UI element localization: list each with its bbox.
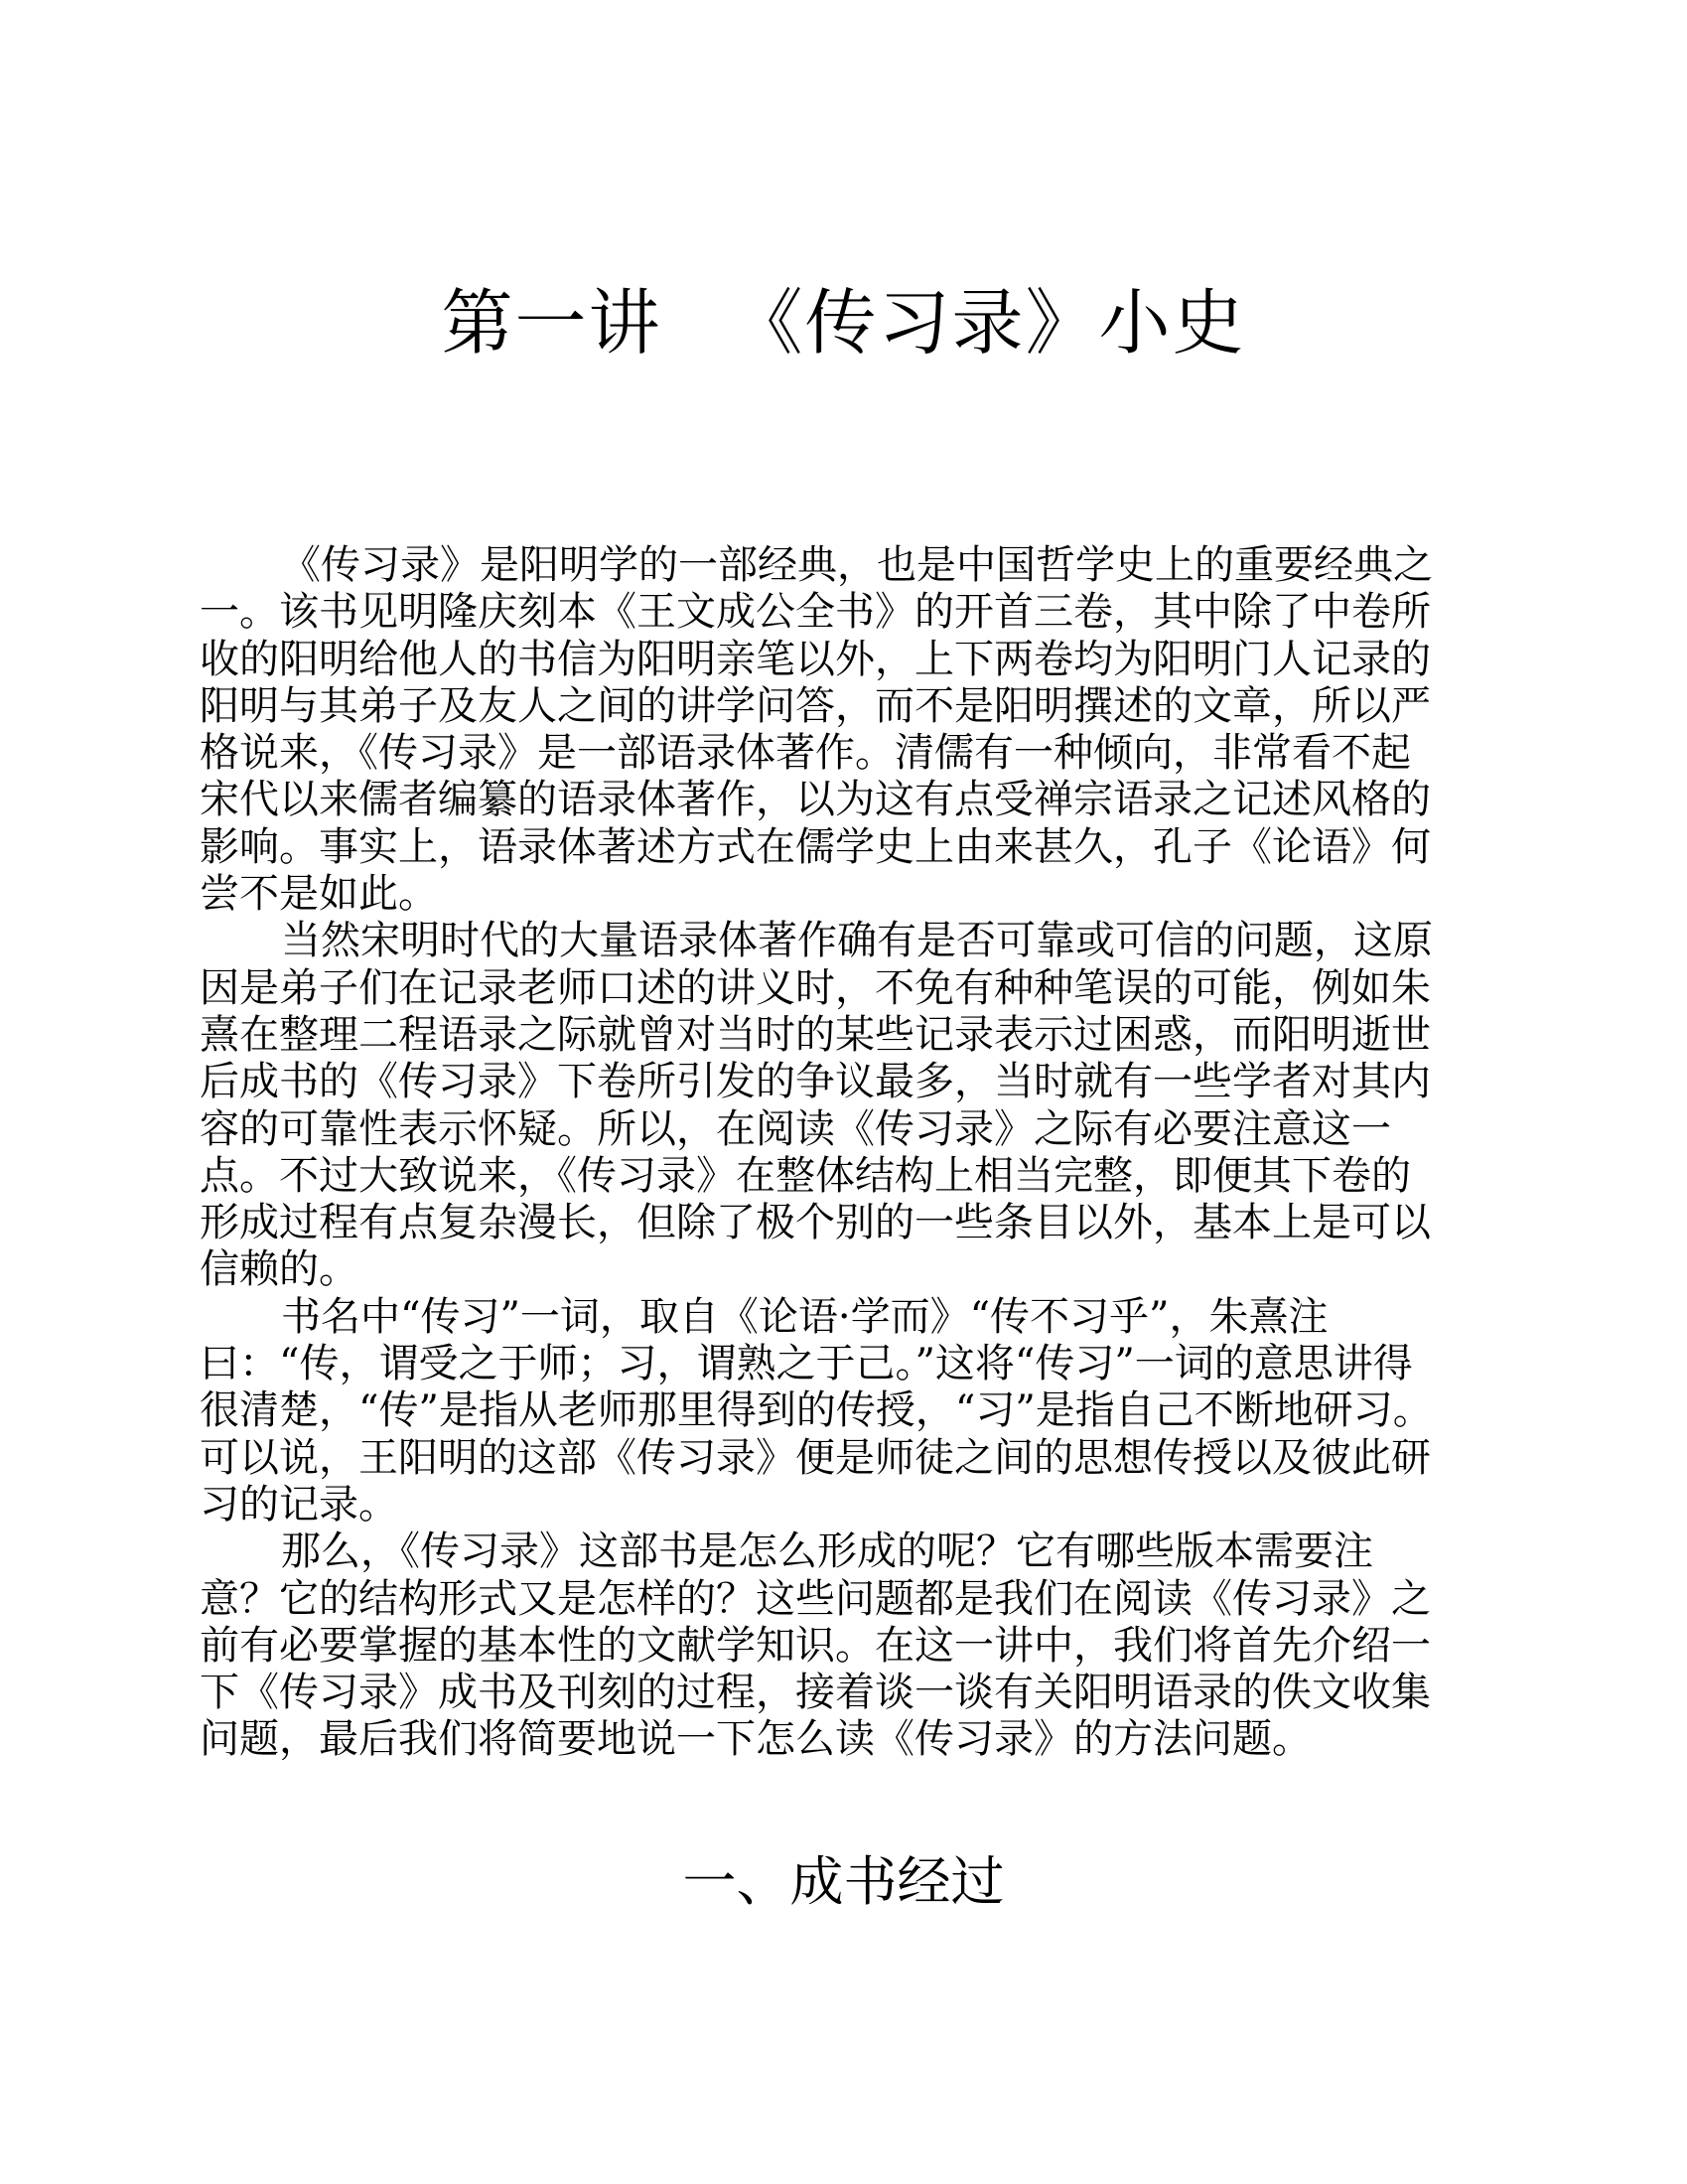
body-text bbox=[200, 542, 1471, 1764]
text-line: 意？它的结构形式又是怎样的？这些问题都是我们在阅读《传习录》之 bbox=[200, 1575, 1431, 1622]
text-line: 前有必要掌握的基本性的文献学知识。在这一讲中，我们将首先介绍一 bbox=[200, 1622, 1431, 1669]
paragraph bbox=[200, 918, 1471, 1293]
text-line: 那么，《传习录》这部书是怎么形成的呢？它有哪些版本需要注 bbox=[281, 1529, 1373, 1575]
text-line: 很清楚，“传”是指从老师那里得到的传授，“习”是指自己不断地研习。 bbox=[200, 1387, 1433, 1434]
text-line: 点。不过大致说来，《传习录》在整体结构上相当完整，即便其下卷的 bbox=[200, 1152, 1411, 1199]
text-line: 后成书的《传习录》下卷所引发的争议最多，当时就有一些学者对其内 bbox=[200, 1059, 1431, 1105]
text-line: 下《传习录》成书及刊刻的过程，接着谈一谈有关阳明语录的佚文收集 bbox=[200, 1670, 1431, 1716]
text-line: 书名中“传习”一词，取自《论语·学而》“传不习乎”，朱熹注 bbox=[281, 1293, 1329, 1340]
paragraph bbox=[200, 1294, 1471, 1529]
text-line: 格说来，《传习录》是一部语录体著作。清儒有一种倾向，非常看不起 bbox=[200, 730, 1411, 777]
text-line: 容的可靠性表示怀疑。所以，在阅读《传习录》之际有必要注意这一 bbox=[200, 1105, 1391, 1152]
paragraph bbox=[200, 542, 1471, 918]
text-line: 阳明与其弟子及友人之间的讲学问答，而不是阳明撰述的文章，所以严 bbox=[200, 682, 1431, 729]
text-line: 信赖的。 bbox=[200, 1246, 358, 1293]
text-line: 熹在整理二程语录之际就曾对当时的某些记录表示过困惑，而阳明逝世 bbox=[200, 1011, 1431, 1058]
text-line: 《传习录》是阳明学的一部经典，也是中国哲学史上的重要经典之 bbox=[281, 542, 1433, 588]
text-line: 形成过程有点复杂漫长，但除了极个别的一些条目以外，基本上是可以 bbox=[200, 1200, 1431, 1246]
lecture-title: 《传习录》小史 bbox=[731, 281, 1246, 364]
text-line: 问题，最后我们将简要地说一下怎么读《传习录》的方法问题。 bbox=[200, 1716, 1312, 1763]
page-title bbox=[0, 278, 1687, 367]
paragraph bbox=[200, 1529, 1471, 1763]
section-heading: 一、成书经过 bbox=[682, 1850, 1005, 1913]
lecture-number: 第一讲 bbox=[441, 281, 662, 364]
text-line: 习的记录。 bbox=[200, 1481, 398, 1528]
text-line: 尝不是如此。 bbox=[200, 871, 438, 918]
text-line: 当然宋明时代的大量语录体著作确有是否可靠或可信的问题，这原 bbox=[281, 918, 1433, 964]
text-line: 影响。事实上，语录体著述方式在儒学史上由来甚久，孔子《论语》何 bbox=[200, 823, 1431, 870]
text-line: 可以说，王阳明的这部《传习录》便是师徒之间的思想传授以及彼此研 bbox=[200, 1434, 1431, 1481]
text-line: 因是弟子们在记录老师口述的讲义时，不免有种种笔误的可能，例如朱 bbox=[200, 964, 1431, 1011]
text-line: 宋代以来儒者编纂的语录体著作，以为这有点受禅宗语录之记述风格的 bbox=[200, 777, 1431, 823]
text-line: 一。该书见明隆庆刻本《王文成公全书》的开首三卷，其中除了中卷所 bbox=[200, 589, 1431, 636]
text-line: 收的阳明给他人的书信为阳明亲笔以外，上下两卷均为阳明门人记录的 bbox=[200, 636, 1431, 682]
text-line: 曰：“传，谓受之于师；习，谓熟之于己。”这将“传习”一词的意思讲得 bbox=[200, 1341, 1413, 1387]
